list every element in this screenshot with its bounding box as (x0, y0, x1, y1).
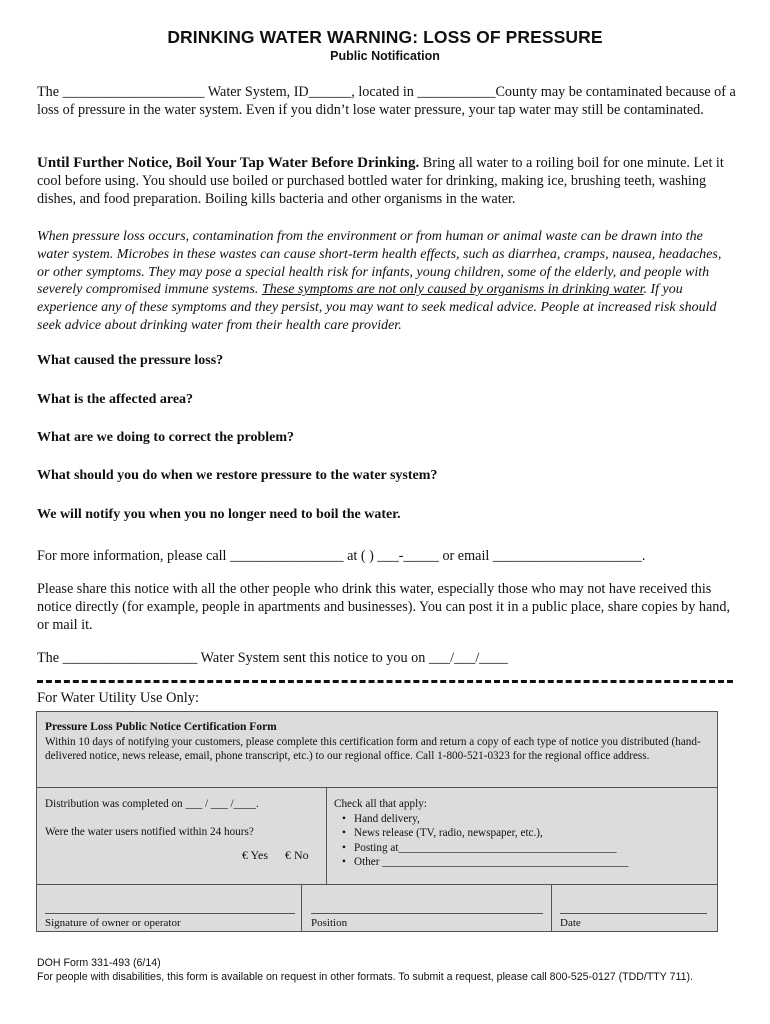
certification-form-box (36, 711, 718, 932)
form-divider-2 (37, 884, 717, 885)
position-label: Position (311, 917, 348, 929)
boil-notice-paragraph (37, 155, 737, 208)
question-cause: What caused the pressure loss? (37, 353, 224, 368)
check-hand-delivery[interactable]: • Hand delivery, (342, 812, 420, 825)
check-other[interactable]: • Other ____________________________________________ (342, 856, 629, 868)
contact-paragraph: For more information, please call ________________ at ( ) ___-_____ or email _____________________. (37, 548, 646, 564)
position-line[interactable] (311, 913, 543, 914)
check-news-release[interactable]: • News release (TV, radio, newspaper, etc.), (342, 827, 543, 839)
bullet-icon: • (342, 856, 346, 868)
form-column-divider (326, 787, 327, 884)
page-footer (37, 957, 727, 984)
date-label: Date (560, 917, 581, 929)
form-divider-1 (37, 787, 717, 788)
distribution-date-field[interactable]: Distribution was completed on ___ / ___ /____. (45, 798, 259, 810)
check-all-label: Check all that apply: (334, 798, 427, 810)
sig-divider-1 (301, 884, 302, 931)
question-affected-area: What is the affected area? (37, 392, 194, 407)
check-posting[interactable]: • Posting at_______________________________________ (342, 841, 617, 854)
certification-form-title: Pressure Loss Public Notice Certification Form (45, 721, 277, 733)
share-paragraph: Please share this notice with all the other people who drink this water, especially those who may not have received this notice directly (for example, people in apartments and businesses). You can post it in a public place, share copies by hand, or mail it. (37, 581, 731, 633)
question-restore: What should you do when we restore pressure to the water system? (37, 468, 438, 483)
notified-question: Were the water users notified within 24 hours? (45, 826, 254, 838)
boil-notice-body: Bring all water to a roiling boil for one minute. Let it cool before using. You should use boiled or purchased bottled water for drinking, making ice, brushing teeth, washing dishes, and food preparation. Boiling kills bacteria and other organisms in the water. (37, 155, 724, 207)
notify-statement: We will notify you when you no longer need to boil the water. (37, 507, 401, 522)
form-number: DOH Form 331-493 (6/14) (37, 957, 161, 969)
health-info-paragraph (37, 228, 737, 335)
intro-paragraph: The ____________________ Water System, ID______, located in ___________County may be contaminated because of a loss of pressure in the water system. Even if you didn’t lose water pressure, your tap water may still be contaminated. (37, 84, 736, 118)
page-subtitle: Public Notification (330, 49, 440, 63)
certification-form-header (45, 720, 705, 764)
question-correction: What are we doing to correct the problem? (37, 430, 295, 445)
page-title: DRINKING WATER WARNING: LOSS OF PRESSURE (167, 27, 603, 47)
accessibility-note: For people with disabilities, this form is available on request in other formats. To submit a request, please call 800-525-0127 (TDD/TTY 711). (37, 970, 693, 983)
signature-label: Signature of owner or operator (45, 917, 181, 929)
signature-line[interactable] (45, 913, 295, 914)
sig-divider-2 (551, 884, 552, 931)
health-info-part2: . If you experience any of these symptoms and they persist, you may want to seek medical advice. People at increased risk should seek advice about drinking water from their health care provider. (37, 282, 717, 333)
health-info-underlined: These symptoms are not only caused by organisms in drinking water (261, 282, 644, 298)
bullet-icon: • (342, 841, 346, 854)
sent-paragraph: The ___________________ Water System sent this notice to you on ___/___/____ (37, 650, 508, 666)
bullet-icon: • (342, 827, 346, 839)
date-line[interactable] (560, 913, 707, 914)
notified-yes-checkbox[interactable]: € Yes (242, 848, 269, 862)
notified-no-checkbox[interactable]: € No (285, 848, 309, 862)
health-info-part1: When pressure loss occurs, contamination from the environment or from human or animal waste can be drawn into the water system. Microbes in these wastes can cause short-term health effects, such as diarrhea, cramps, nausea, headaches, or other symptoms. They may pose a special health risk for infants, young children, some of the elderly, and people with severely compromised immune systems. (37, 229, 722, 298)
bullet-icon: • (342, 812, 346, 825)
cut-line-divider (37, 680, 733, 683)
boil-notice-lead: Until Further Notice, Boil Your Tap Water Before Drinking. (37, 155, 420, 171)
check-all-section (334, 797, 709, 870)
certification-form-instructions: Within 10 days of notifying your customers, please complete this certification form and return a copy of each type of notice you distributed (hand-delivered notice, news release, email, phone transcript, etc.) to our regional office. Call 1-800-521-0323 for the regional office address. (45, 735, 701, 762)
utility-use-label: For Water Utility Use Only: (37, 690, 200, 706)
distribution-method-list (334, 812, 709, 870)
